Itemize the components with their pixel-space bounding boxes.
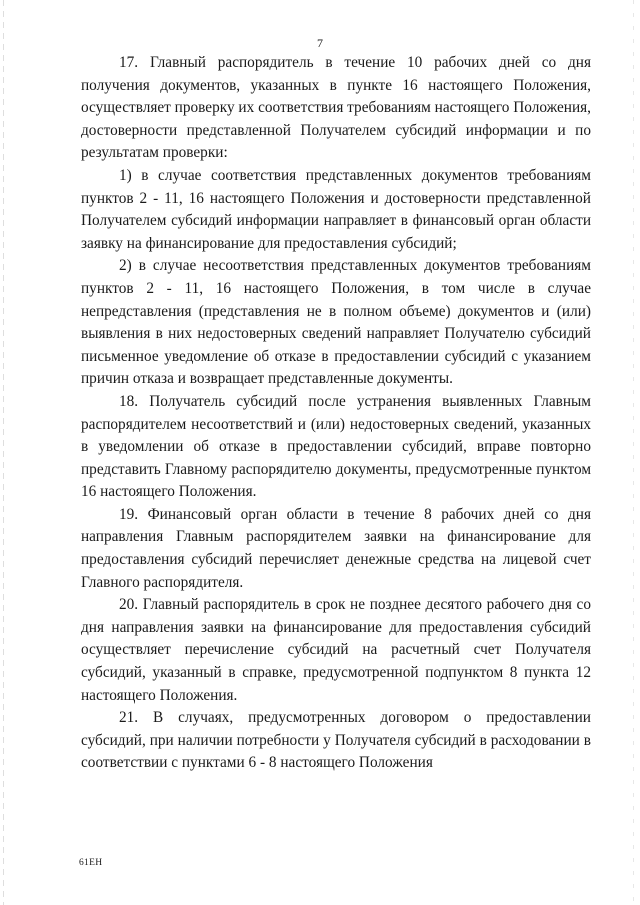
paragraph-20: 20. Главный распорядитель в срок не позднее десятого рабочего дня со дня направления заявки на финансирование для предоставления субсидий осуществляет перечисление субсидий на расчетный счет Получателя субсидий, указанный в справке, предусмотренной подпунктом 8 пункта 12 настоящего Положения.: [81, 596, 591, 704]
paragraph-18: 18. Получатель субсидий после устранения выявленных Главным распорядителем несоответствий и (или) недостоверных сведений, указанных в уведомлении об отказе в предоставлении субсидий, вправе повторно представить Главному распорядителю документы, предусмотренные пунктом 16 настоящего Положения.: [81, 392, 591, 501]
scan-edge-right: [633, 0, 634, 905]
paragraph-17: 17. Главный распорядитель в течение 10 рабочих дней со дня получения документов, указанных в пункте 16 настоящего Положения, осуществляет проверку их соответствия требованиям настоящего Положения, достоверности представленной Получателем субсидий информации и по результатам проверки:: [81, 54, 592, 162]
scan-edge-left: [3, 0, 4, 905]
paragraph-19: 19. Финансовый орган области в течение 8 рабочих дней со дня направления Главным распорядителем заявки на финансирование для предоставления субсидий перечисляет денежные средства на лицевой счет Главного распорядителя.: [81, 505, 591, 591]
footer-code: 61ЕН: [79, 858, 103, 868]
page-number: 7: [317, 36, 323, 50]
document-body: [81, 52, 591, 775]
paragraph-17-item-1: 1) в случае соответствия представленных документов требованиям пунктов 2 - 11, 16 настоящего Положения и достоверности представленной Получателем субсидий информации направляет в финансовый орган области заявку на финансирование для предоставления субсидий;: [81, 166, 591, 252]
paragraph-21: 21. В случаях, предусмотренных договором о предоставлении субсидий, при наличии потребности у Получателя субсидий в расходовании в соответствии с пунктами 6 - 8 настоящего Положения: [81, 709, 591, 772]
paragraph-17-item-2: 2) в случае несоответствия представленных документов требованиям пунктов 2 - 11, 16 настоящего Положения, в том числе в случае непредставления (представления не в полном объеме) документов и (или) выявления в них недостоверных сведений направляет Получателю субсидий письменное уведомление об отказе в предоставлении субсидий с указанием причин отказа и возвращает представленные документы.: [81, 257, 591, 388]
